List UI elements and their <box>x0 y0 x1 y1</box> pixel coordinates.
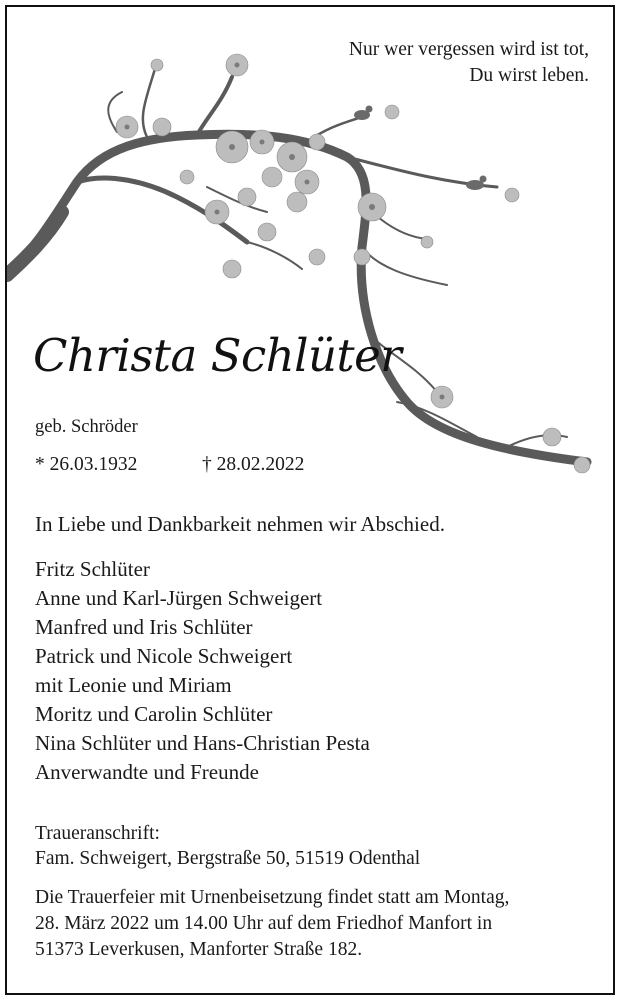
memorial-quote <box>349 37 589 89</box>
ceremony-notice <box>35 885 591 963</box>
birth-date: * 26.03.1932 <box>35 454 138 475</box>
mourner: Anverwandte und Freunde <box>35 760 259 784</box>
life-dates <box>35 454 305 476</box>
ceremony-line: 28. März 2022 um 14.00 Uhr auf dem Friedhof Manfort in <box>35 913 493 934</box>
deceased-name: Christa Schlüter <box>33 329 402 382</box>
obituary-card <box>5 5 615 995</box>
bird-icon <box>354 106 487 191</box>
mourner: Manfred und Iris Schlüter <box>35 615 253 639</box>
address-label: Traueranschrift: <box>35 823 160 844</box>
farewell-text: In Liebe und Dankbarkeit nehmen wir Abschied. <box>35 512 445 536</box>
mourners-list <box>35 555 370 787</box>
maiden-name: geb. Schröder <box>35 417 138 437</box>
mourning-address: Fam. Schweigert, Bergstraße 50, 51519 Odenthal <box>35 848 421 869</box>
quote-line: Du wirst leben. <box>469 65 589 86</box>
death-date: † 28.02.2022 <box>202 454 305 475</box>
mourner: Anne und Karl-Jürgen Schweigert <box>35 586 323 610</box>
mourner: Patrick und Nicole Schweigert <box>35 644 293 668</box>
ceremony-line: 51373 Leverkusen, Manforter Straße 182. <box>35 939 363 960</box>
mourner: mit Leonie und Miriam <box>35 673 232 697</box>
mourner: Fritz Schlüter <box>35 557 150 581</box>
ceremony-line: Die Trauerfeier mit Urnenbeisetzung findet statt am Montag, <box>35 887 510 908</box>
quote-line: Nur wer vergessen wird ist tot, <box>348 39 589 60</box>
mourner: Moritz und Carolin Schlüter <box>35 702 273 726</box>
mourner: Nina Schlüter und Hans-Christian Pesta <box>35 731 370 755</box>
